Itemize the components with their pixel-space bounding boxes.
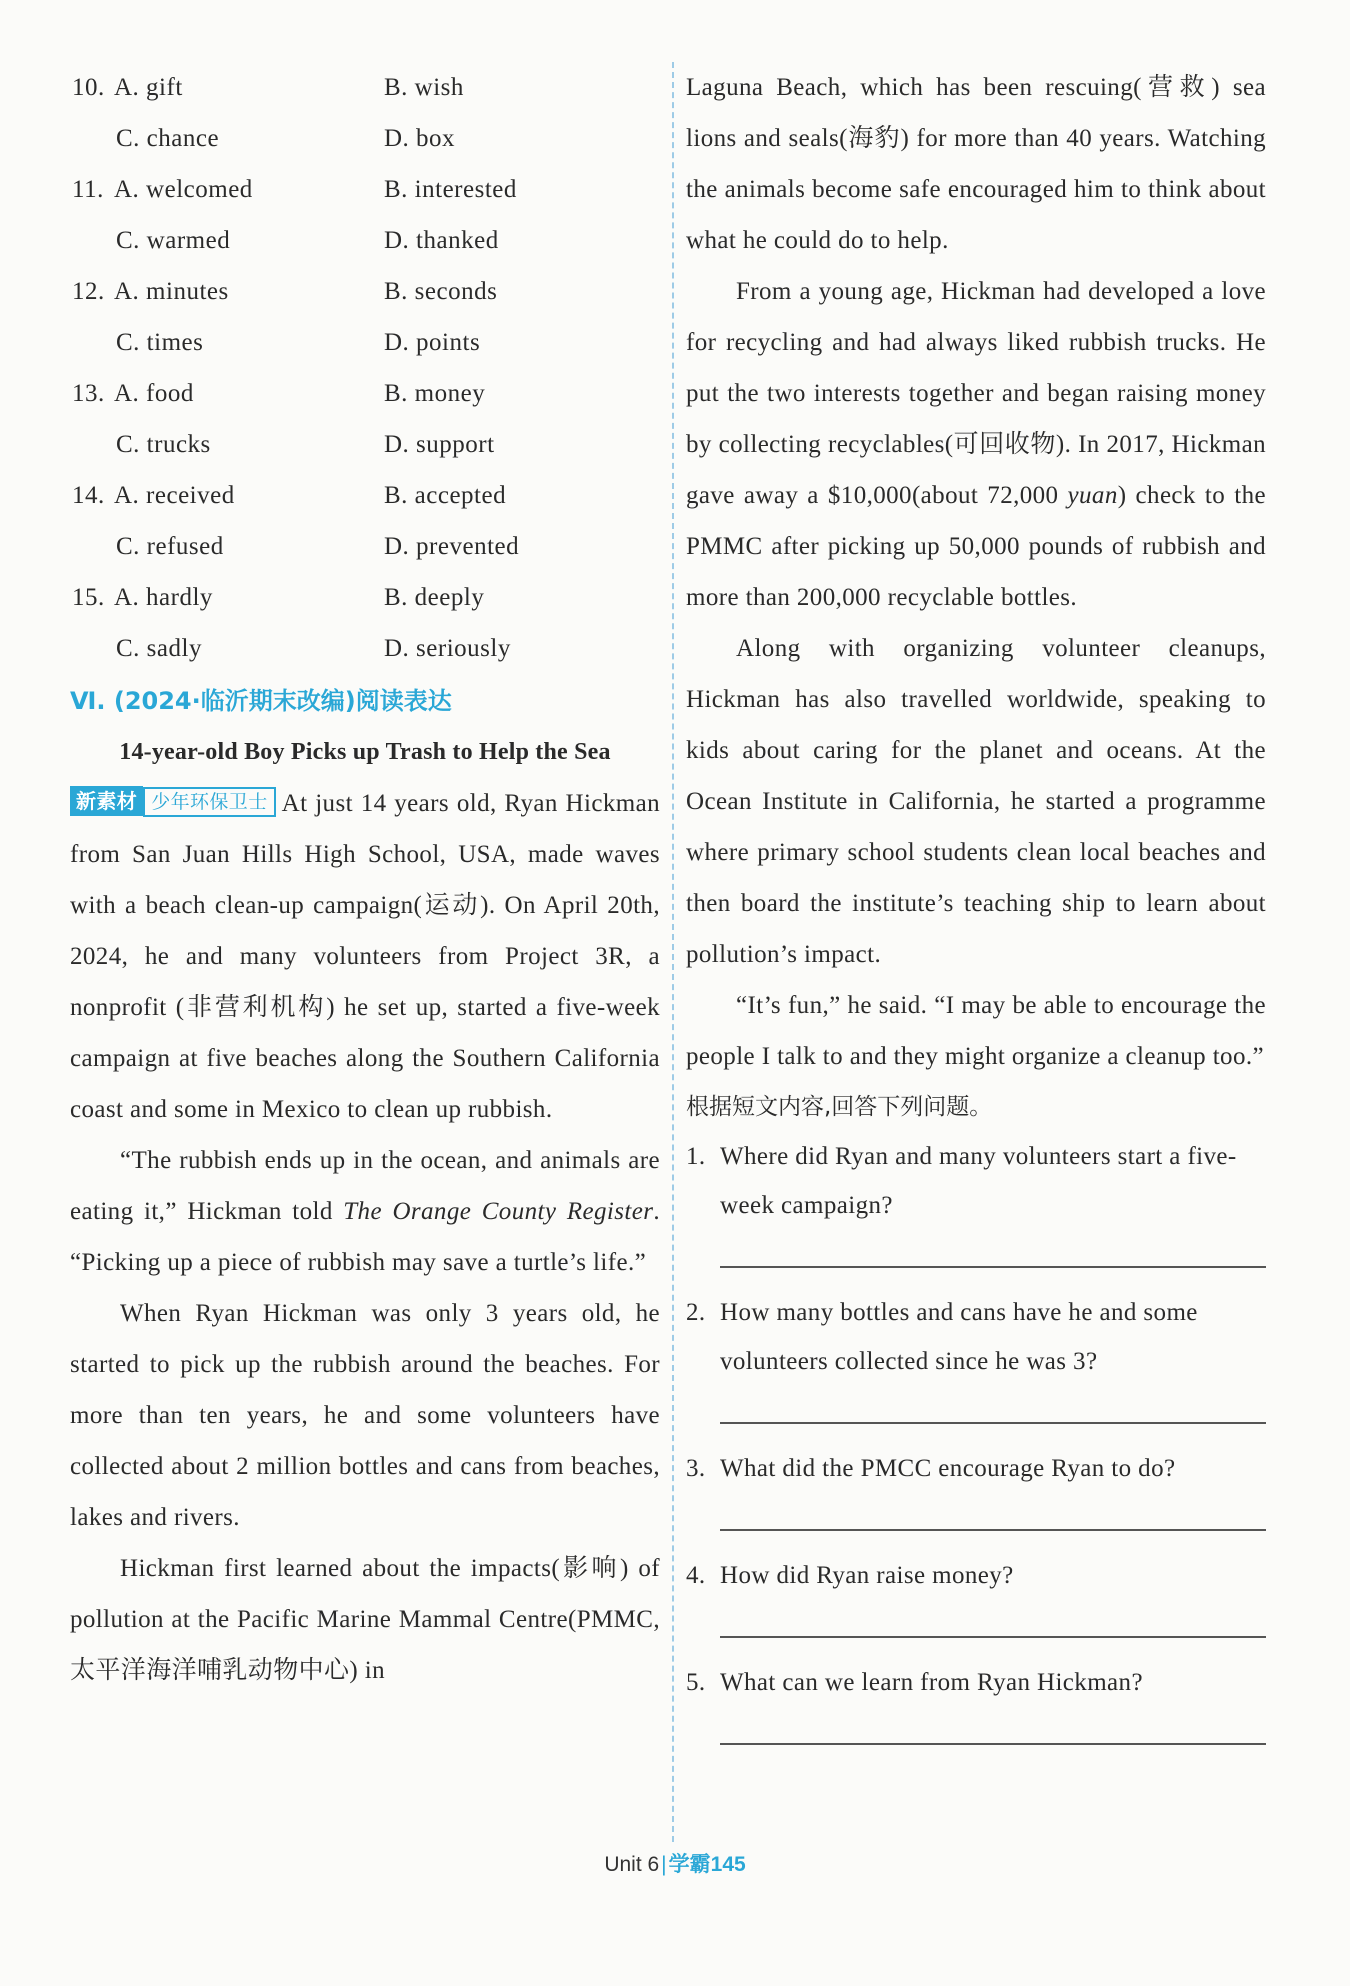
paragraph-5-text-a: From a young age, Hickman had developed a love for recycling and had always liked rubbish trucks. He put the two interests together and began raising money by collecting recyclables(可回收物). In 2017, Hickman gave away a $10,000(about 72,000 xyxy=(686,278,1266,509)
right-column xyxy=(686,62,1266,1765)
option-b: B. wish xyxy=(384,74,464,101)
column-divider xyxy=(672,62,674,1842)
option-row xyxy=(70,572,660,623)
option-row xyxy=(70,521,660,572)
paragraph-2-text-a: “The rubbish ends up in the ocean, and animals are eating it,” Hickman told xyxy=(70,1147,660,1225)
answer-line[interactable] xyxy=(720,1499,1266,1531)
article-paragraph-2 xyxy=(70,1135,660,1288)
new-material-tag: 新素材 xyxy=(70,786,143,816)
option-c: C. times xyxy=(116,329,204,356)
option-row xyxy=(70,266,660,317)
article-paragraph-4b: Laguna Beach, which has been rescuing(营救) sea lions and seals(海豹) for more than 40 years. Watching the animals become safe encouraged him to think about what he could do to help. xyxy=(686,74,1266,254)
article-paragraph-7: “It’s fun,” he said. “I may be able to encourage the people I talk to and they might organize a cleanup too.” xyxy=(686,992,1266,1070)
option-d: D. box xyxy=(384,125,456,152)
option-a: 15. A. hardly xyxy=(72,584,213,611)
option-row xyxy=(70,623,660,674)
option-b: B. accepted xyxy=(384,482,507,509)
answer-line[interactable] xyxy=(720,1392,1266,1424)
option-row xyxy=(70,419,660,470)
paragraph-1-text: At just 14 years old, Ryan Hickman from San Juan Hills High School, USA, made waves with a beach clean-up campaign(运动). On April 20th, 2024, he and many volunteers from Project 3R, a nonprofit (非营利机构) he set up, started a five-week campaign at five beaches along the Southern California coast and some in Mexico to clean up rubbish. xyxy=(70,790,660,1123)
option-row xyxy=(70,62,660,113)
question-text: How did Ryan raise money? xyxy=(720,1562,1014,1589)
question-number: 5. xyxy=(686,1669,706,1696)
article-paragraph-1 xyxy=(70,778,660,1135)
option-c: C. chance xyxy=(116,125,220,152)
answer-line[interactable] xyxy=(720,1713,1266,1745)
question-instruction: 根据短文内容,回答下列问题。 xyxy=(686,1094,993,1120)
article-paragraph-4a: Hickman first learned about the impacts(影响) of pollution at the Pacific Marine Mammal Centre(PMMC, 太平洋海洋哺乳动物中心) in xyxy=(70,1555,660,1684)
option-b: B. seconds xyxy=(384,278,498,305)
option-c: C. sadly xyxy=(116,635,202,662)
page-footer xyxy=(0,1848,1350,1878)
option-row xyxy=(70,113,660,164)
option-c: C. warmed xyxy=(116,227,231,254)
option-c: C. trucks xyxy=(116,431,211,458)
unit-label: Unit 6 xyxy=(604,1853,660,1876)
page-number: 145 xyxy=(710,1853,746,1876)
left-column xyxy=(70,62,660,1696)
question-number: 2. xyxy=(686,1299,706,1326)
question-item xyxy=(686,1551,1266,1600)
option-d: D. seriously xyxy=(384,635,511,662)
option-row xyxy=(70,368,660,419)
option-a: 14. A. received xyxy=(72,482,235,509)
option-b: B. deeply xyxy=(384,584,485,611)
paragraph-2-text-b: . “Picking up a piece of rubbish may save a turtle’s life.” xyxy=(70,1198,661,1276)
brand-label: 学霸 xyxy=(668,1853,711,1876)
question-item xyxy=(686,1288,1266,1386)
options-list xyxy=(70,62,660,674)
option-row xyxy=(70,164,660,215)
option-d: D. support xyxy=(384,431,495,458)
question-item xyxy=(686,1132,1266,1230)
question-number: 1. xyxy=(686,1143,706,1170)
option-a: 10. A. gift xyxy=(72,74,183,101)
footer-separator: | xyxy=(661,1853,667,1876)
question-text: What did the PMCC encourage Ryan to do? xyxy=(720,1455,1176,1482)
topic-tag: 少年环保卫士 xyxy=(143,787,275,817)
answer-line[interactable] xyxy=(720,1236,1266,1268)
article-paragraph-3: When Ryan Hickman was only 3 years old, he started to pick up the rubbish around the beaches. For more than ten years, he and some volunteers have collected about 2 million bottles and cans from beaches, lakes and rivers. xyxy=(70,1300,660,1531)
option-b: B. money xyxy=(384,380,486,407)
question-text: Where did Ryan and many volunteers start a five-week campaign? xyxy=(720,1143,1237,1219)
option-row xyxy=(70,317,660,368)
article-title: 14-year-old Boy Picks up Trash to Help the Sea xyxy=(119,739,611,765)
question-text: How many bottles and cans have he and some volunteers collected since he was 3? xyxy=(720,1299,1198,1375)
option-c: C. refused xyxy=(116,533,224,560)
question-item xyxy=(686,1658,1266,1707)
option-a: 11. A. welcomed xyxy=(72,176,253,203)
questions-list xyxy=(686,1132,1266,1745)
option-row xyxy=(70,470,660,521)
option-d: D. prevented xyxy=(384,533,520,560)
option-d: D. thanked xyxy=(384,227,499,254)
currency-word: yuan xyxy=(1067,482,1118,509)
option-a: 12. A. minutes xyxy=(72,278,229,305)
article-paragraph-5 xyxy=(686,266,1266,623)
option-row xyxy=(70,215,660,266)
question-number: 4. xyxy=(686,1562,706,1589)
question-text: What can we learn from Ryan Hickman? xyxy=(720,1669,1143,1696)
question-item xyxy=(686,1444,1266,1493)
option-a: 13. A. food xyxy=(72,380,194,407)
answer-line[interactable] xyxy=(720,1606,1266,1638)
article-paragraph-6: Along with organizing volunteer cleanups, Hickman has also travelled worldwide, speaking to kids about caring for the planet and oceans. At the Ocean Institute in California, he started a programme where primary school students clean local beaches and then board the institute’s teaching ship to learn about pollution’s impact. xyxy=(686,635,1266,968)
newspaper-name: The Orange County Register xyxy=(343,1198,654,1225)
paragraph-5-text-b: ) check to the PMMC after picking up 50,000 pounds of rubbish and more than 200,000 recyclable bottles. xyxy=(686,482,1266,611)
option-d: D. points xyxy=(384,329,481,356)
question-number: 3. xyxy=(686,1455,706,1482)
section-heading: Ⅵ. (2024·临沂期末改编)阅读表达 xyxy=(70,687,452,715)
option-b: B. interested xyxy=(384,176,517,203)
